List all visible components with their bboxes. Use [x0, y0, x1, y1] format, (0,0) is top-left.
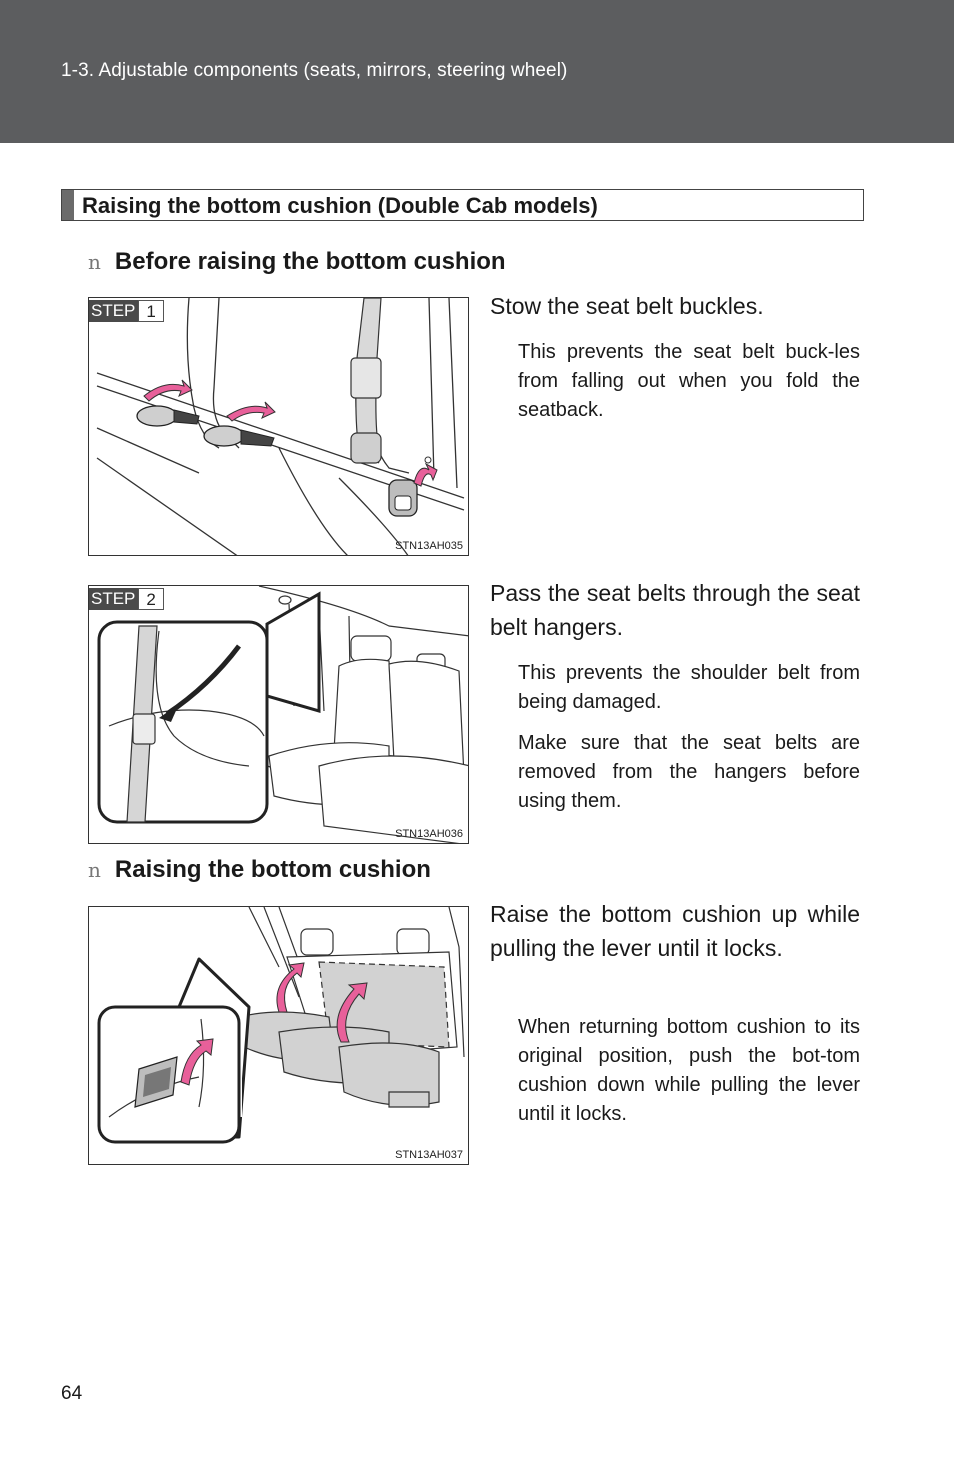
- seat-belt-buckles-illustration: [89, 298, 469, 556]
- buckle-left: [137, 406, 199, 426]
- step-label: STEP: [89, 300, 138, 322]
- page-number: 64: [61, 1383, 83, 1404]
- note-step-2-b: Make sure that the seat belts are removed from the hangers before using them.: [518, 732, 860, 812]
- section-title-box: [61, 189, 864, 221]
- breadcrumb: 1-3. Adjustable components (seats, mirrors, steering wheel): [61, 60, 568, 81]
- zoom-callout: [99, 959, 249, 1142]
- subsection-heading-text: Raising the bottom cushion: [114, 856, 431, 883]
- step-number: 1: [138, 300, 163, 322]
- section-title: Raising the bottom cushion (Double Cab models): [82, 193, 598, 218]
- subsection-heading-before: [88, 248, 506, 276]
- note-step-2-a: This prevents the shoulder belt from being damaged.: [518, 662, 860, 713]
- section-title-bar: [62, 190, 74, 220]
- figure-code: STN13AH037: [395, 1149, 463, 1161]
- step-label: STEP: [89, 588, 138, 610]
- buckle-right: [389, 480, 417, 516]
- bullet-marker: n: [88, 858, 101, 882]
- figure-step-1: [88, 297, 469, 556]
- buckle-center: [204, 426, 274, 446]
- step-badge-1: [89, 300, 164, 322]
- instruction-step-2: Pass the seat belts through the seat belt hangers.: [490, 580, 860, 640]
- rear-seat-raised: [239, 929, 457, 1107]
- figure-code: STN13AH035: [395, 540, 463, 552]
- figure-raise-cushion: [88, 906, 469, 1165]
- figure-code: STN13AH036: [395, 828, 463, 840]
- subsection-heading-raising: [88, 856, 431, 884]
- seat-belt-strap: [351, 298, 381, 463]
- raise-cushion-illustration: [89, 907, 469, 1165]
- note-raise-cushion: When returning bottom cushion to its original position, push the bot-tom cushion down while pulling the lever until it locks.: [518, 1016, 860, 1125]
- seat-belt-hangers-illustration: [89, 586, 469, 844]
- page-header: [0, 0, 954, 143]
- bullet-marker: n: [88, 250, 101, 274]
- note-step-1: This prevents the seat belt buck-les from falling out when you fold the seatback.: [518, 341, 860, 421]
- figure-step-2: [88, 585, 469, 844]
- instruction-step-1: Stow the seat belt buckles.: [490, 293, 764, 319]
- subsection-heading-text: Before raising the bottom cushion: [114, 248, 506, 275]
- step-number: 2: [138, 588, 163, 610]
- step-badge-2: [89, 588, 164, 610]
- instruction-raise-cushion: Raise the bottom cushion up while pulling the lever until it locks.: [490, 901, 860, 961]
